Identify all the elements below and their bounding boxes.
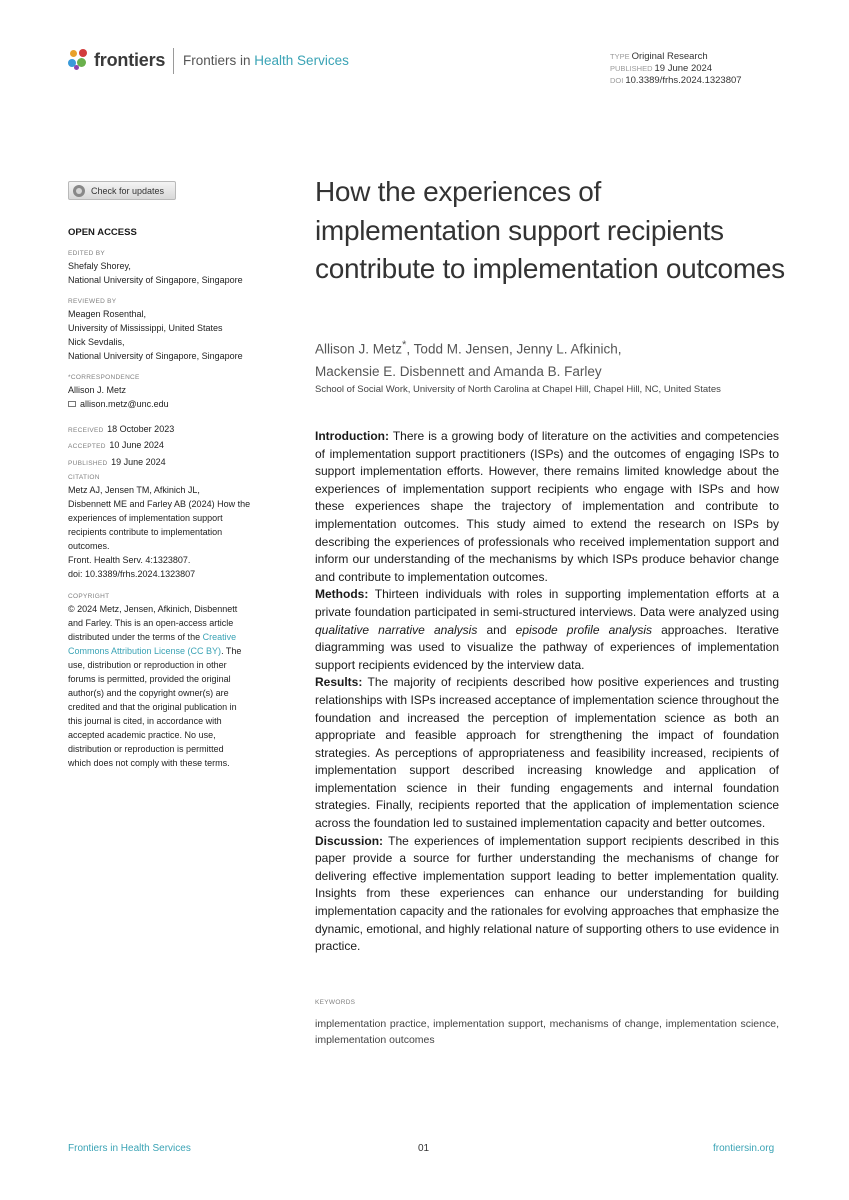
frontiers-logo[interactable]	[68, 47, 165, 73]
correspondence-heading	[68, 374, 169, 381]
check-for-updates-button[interactable]	[68, 181, 176, 200]
reviewed-by-heading: REVIEWED BY	[68, 298, 117, 305]
results-text: The majority of recipients described how positive experiences and trusting relationships with ISPs increased acceptance of implementation science throughout the foundation and increased the perception of implementation science as both an appropriate and feasible approach for strengthening the impact of foundation strategies. As perceptions of appropriateness and feasibility increased, recipients of implementation support described increasing knowledge and application of implementation science in their funding engagements and internal foundation strategies. Finally, recipients reported that the application of implementation science across the foundation led to sustained implementation capacity and better outcomes.	[315, 675, 779, 831]
cc-license-link[interactable]: Creative	[202, 632, 237, 642]
keywords-heading: KEYWORDS	[315, 999, 356, 1006]
introduction-text: There is a growing body of literature on the activities and competencies of implementation support practitioners (ISPs) and the outcomes of engaging ISPs to support implementation efforts. However, there remains limited knowledge about the experiences of implementation support recipients who engage with ISPs and how these experiences shape the trajectory of implementation and contribute to implementation outcomes. This study aimed to extend the research on ISPs by describing the experiences of professionals who received implementation support and inform our understanding of the mechanisms by which ISPs produce behavior change and contribute to implementation outcomes.	[315, 429, 779, 584]
reviewer-affiliation: University of Mississippi, United States	[68, 323, 223, 333]
published-date	[610, 63, 712, 74]
copyright-text: . The	[221, 646, 242, 656]
doi[interactable]	[610, 75, 742, 86]
methods-text: approaches. Iterative diagramming was used to visualize the pathway of experiences of implementation support recipients evidenced by the interview data.	[315, 622, 779, 672]
received-label: RECEIVED	[68, 427, 104, 434]
received-date	[68, 422, 174, 438]
journal-accent: Health Services	[254, 53, 349, 68]
copyright-line: credited and that the original publication in	[68, 702, 237, 712]
citation-line: outcomes.	[68, 541, 110, 551]
copyright-line: © 2024 Metz, Jensen, Afkinich, Disbennett	[68, 604, 238, 614]
methods-heading: Methods:	[315, 587, 369, 602]
email-text: allison.metz@unc.edu	[80, 399, 169, 409]
header-divider	[173, 48, 174, 74]
copyright-line	[68, 644, 241, 658]
copyright-line: and Farley. This is an open-access article	[68, 618, 234, 628]
update-check-icon	[73, 185, 85, 197]
published-date-sidebar	[68, 455, 174, 471]
edited-by-heading: EDITED BY	[68, 250, 106, 257]
discussion-text: The experiences of implementation support recipients described in this paper provide a source for further understanding the mechanisms of change for delivering effective implementation support leading to better implementation quality. Insights from these experiences can enhance our understanding for building implementation capacity and the rationales for evolving approaches that emphasize the dynamic, emotional, and highly relational nature of supporting others to use evidence in practice.	[315, 833, 779, 954]
citation-heading: CITATION	[68, 474, 100, 481]
copyright-line: accepted academic practice. No use,	[68, 730, 216, 740]
copyright-line: this journal is cited, in accordance with	[68, 716, 222, 726]
reviewer-affiliation: National University of Singapore, Singapore	[68, 351, 243, 361]
keywords: implementation practice, implementation support, mechanisms of change, implementation science, implementation outcomes	[315, 1018, 779, 1046]
type-value: Original Research	[631, 51, 708, 62]
copyright-text: distributed under the terms of the	[68, 632, 203, 642]
footer-journal[interactable]: Frontiers in Health Services	[68, 1143, 191, 1154]
reviewed-by-section	[68, 298, 243, 363]
journal-prefix: Frontiers in	[183, 53, 255, 68]
methods-emphasis: qualitative narrative analysis	[315, 622, 478, 637]
dates-section	[68, 422, 174, 471]
check-updates-label: Check for updates	[91, 185, 165, 196]
correspondence-star: *	[68, 374, 71, 381]
citation-line: Disbennett ME and Farley AB (2024) How the	[68, 499, 251, 509]
citation-section	[68, 474, 250, 581]
published-label: PUBLISHED	[610, 64, 653, 73]
accepted-date	[68, 438, 174, 454]
authors-line-1	[315, 334, 785, 361]
citation-doi[interactable]: doi: 10.3389/frhs.2024.1323807	[68, 569, 196, 579]
methods-text: Thirteen individuals with roles in supporting implementation efforts at a private foundation participated in semi-structured interviews. Data were analyzed using	[315, 587, 779, 619]
correspondence-name: Allison J. Metz	[68, 385, 127, 395]
footer-site-link[interactable]: frontiersin.org	[713, 1143, 775, 1154]
authors-rest: , Todd M. Jensen, Jenny L. Afkinich,	[406, 341, 622, 357]
copyright-line: distribution or reproduction is permitted	[68, 744, 224, 754]
frontiers-logo-icon	[68, 49, 90, 71]
editor-name: Shefaly Shorey,	[68, 261, 131, 271]
discussion-heading: Discussion:	[315, 833, 384, 848]
affiliation: School of Social Work, University of North Carolina at Chapel Hill, Chapel Hill, NC, United States	[315, 384, 721, 395]
results-heading: Results:	[315, 675, 363, 690]
copyright-line: forums is permitted, provided the original	[68, 674, 231, 684]
accepted-value: 10 June 2024	[109, 440, 164, 451]
authors-line-2: Mackensie E. Disbennett and Amanda B. Farley	[315, 363, 602, 379]
editor-affiliation: National University of Singapore, Singapore	[68, 275, 243, 285]
citation-line: Front. Health Serv. 4:1323807.	[68, 555, 191, 565]
published-value-sidebar: 19 June 2024	[111, 456, 166, 467]
copyright-line: which does not comply with these terms.	[68, 758, 230, 768]
open-access-label: OPEN ACCESS	[68, 227, 137, 238]
mail-icon	[68, 401, 76, 407]
doi-value: 10.3389/frhs.2024.1323807	[625, 75, 742, 86]
correspondence-email[interactable]	[68, 397, 169, 411]
reviewer-name: Meagen Rosenthal,	[68, 309, 147, 319]
type-label: TYPE	[610, 52, 630, 61]
abstract-discussion	[315, 833, 779, 956]
copyright-line	[68, 630, 241, 644]
copyright-line: author(s) and the copyright owner(s) are	[68, 688, 229, 698]
citation-line: Metz AJ, Jensen TM, Afkinich JL,	[68, 485, 200, 495]
accepted-label: ACCEPTED	[68, 443, 106, 451]
copyright-section	[68, 593, 241, 770]
copyright-heading: COPYRIGHT	[68, 593, 110, 600]
methods-emphasis: episode profile analysis	[515, 622, 652, 637]
author-lead[interactable]: Allison J. Metz	[315, 341, 403, 357]
introduction-heading: Introduction:	[315, 429, 389, 443]
methods-text: and	[477, 622, 516, 637]
abstract-methods	[315, 586, 779, 674]
copyright-line: use, distribution or reproduction in other	[68, 660, 227, 670]
abstract	[315, 428, 779, 956]
page-number: 01	[418, 1143, 430, 1154]
published-value: 19 June 2024	[654, 63, 713, 74]
citation-line: recipients contribute to implementation	[68, 527, 223, 537]
reviewer-name: Nick Sevdalis,	[68, 337, 125, 347]
edited-by-section	[68, 250, 243, 287]
citation-line: experiences of implementation support	[68, 513, 223, 523]
correspondence-section	[68, 374, 169, 411]
published-label-sidebar: PUBLISHED	[68, 459, 108, 467]
doi-label: DOI	[610, 76, 624, 85]
correspondence-heading-text: CORRESPONDENCE	[70, 374, 140, 381]
corresponding-star: *	[402, 339, 407, 351]
cc-license-link[interactable]: Commons Attribution License (CC BY)	[68, 646, 222, 656]
received-value: 18 October 2023	[107, 424, 175, 434]
article-title: How the experiences of implementation support recipients contribute to implementation outcomes	[315, 176, 785, 284]
author-list	[315, 334, 785, 383]
logo-text: frontiers	[94, 49, 166, 70]
abstract-introduction	[315, 428, 779, 586]
article-type	[610, 51, 708, 62]
abstract-results	[315, 674, 779, 832]
journal-name[interactable]	[183, 53, 349, 68]
